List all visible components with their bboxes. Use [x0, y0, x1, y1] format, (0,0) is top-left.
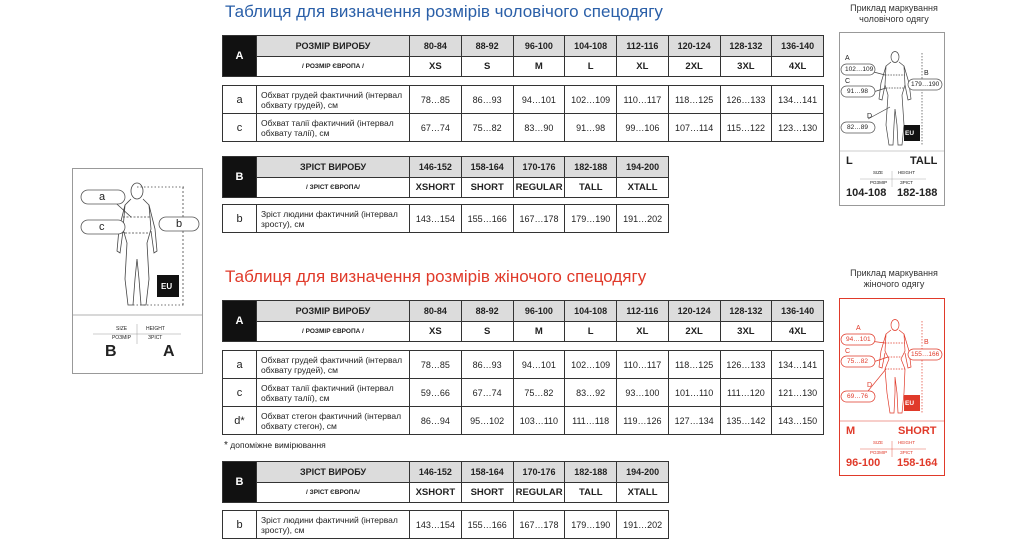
men-height-letter: B	[223, 157, 257, 198]
row-key: a	[223, 351, 257, 379]
cell: 155…166	[461, 511, 513, 539]
cell: 118…125	[668, 86, 720, 114]
women-height-letter: B	[223, 462, 257, 503]
women-label-d: D	[867, 382, 873, 389]
women-size-header: РОЗМІР ВИРОБУ	[257, 301, 410, 322]
women-height-small-ua: ЗРІСТ	[900, 450, 913, 455]
men-label-c-val: 91…98	[847, 88, 868, 95]
cell: 127…134	[668, 407, 720, 435]
men-height-small-ua: ЗРІСТ	[900, 180, 913, 185]
size-code: S	[461, 57, 513, 77]
table-row	[223, 114, 824, 142]
men-size-small-ua: РОЗМІР	[870, 180, 888, 185]
height-code: REGULAR	[513, 483, 565, 503]
cell: 95…102	[461, 407, 513, 435]
size-range: 96-100	[513, 301, 565, 322]
cell: 167…178	[513, 205, 565, 233]
size-range: 112-116	[617, 301, 669, 322]
height-code: XTALL	[617, 483, 669, 503]
women-height-small: HEIGHT	[898, 440, 916, 445]
men-label-a-val: 102…109	[845, 66, 874, 73]
table-row	[223, 379, 824, 407]
cell: 143…154	[410, 511, 462, 539]
cell: 102…109	[565, 86, 617, 114]
size-range: 112-116	[617, 36, 669, 57]
women-height-header: ЗРІСТ ВИРОБУ	[257, 462, 410, 483]
size-range: 136-140	[772, 36, 824, 57]
cell: 155…166	[461, 205, 513, 233]
size-letter: B	[105, 343, 117, 360]
height-code: XTALL	[617, 178, 669, 198]
height-small-label-ua: ЗРІСТ	[148, 335, 163, 341]
size-code: 3XL	[720, 57, 772, 77]
women-eu-badge: EU	[905, 400, 915, 407]
size-code: 4XL	[772, 57, 824, 77]
size-range: 104-108	[565, 301, 617, 322]
cell: 143…154	[410, 205, 462, 233]
cell: 75…82	[513, 379, 565, 407]
men-height-subheader: / ЗРІСТ ЄВРОПА/	[257, 178, 410, 198]
men-size-subheader: / РОЗМІР ЄВРОПА /	[257, 57, 410, 77]
table-row	[223, 86, 824, 114]
cell: 191…202	[617, 205, 669, 233]
men-height-header: ЗРІСТ ВИРОБУ	[257, 157, 410, 178]
cell: 67…74	[461, 379, 513, 407]
height-range: 146-152	[410, 462, 462, 483]
cell: 118…125	[668, 351, 720, 379]
women-size-code: M	[846, 425, 856, 437]
height-range: 158-164	[461, 157, 513, 178]
cell: 115…122	[720, 114, 772, 142]
cell: 110…117	[617, 86, 669, 114]
height-code: SHORT	[461, 178, 513, 198]
height-code: TALL	[565, 178, 617, 198]
women-label-c: C	[845, 348, 851, 355]
women-label-a-val: 94…101	[846, 336, 871, 343]
table-row	[223, 407, 824, 435]
women-label-b-val: 155…166	[911, 351, 940, 358]
height-code: XSHORT	[410, 178, 462, 198]
cell: 107…114	[668, 114, 720, 142]
size-small-label: SIZE	[116, 326, 128, 332]
women-example-caption: Приклад маркування жіночого одягу	[850, 268, 938, 289]
label-a: a	[99, 191, 106, 203]
women-height-code: SHORT	[898, 425, 937, 437]
women-label-d-val: 69…76	[847, 393, 868, 400]
table-row	[223, 511, 669, 539]
size-small-label-ua: РОЗМІР	[112, 335, 132, 341]
cell: 126…133	[720, 351, 772, 379]
size-code: L	[565, 57, 617, 77]
row-key: c	[223, 114, 257, 142]
size-range: 120-124	[668, 36, 720, 57]
men-size-value: 104-108	[846, 187, 887, 199]
men-measure-table	[222, 85, 824, 142]
men-label-a: A	[845, 55, 850, 62]
men-size-small: SIZE	[873, 170, 884, 175]
size-code: S	[461, 322, 513, 342]
men-height-code: TALL	[910, 155, 938, 167]
row-key: a	[223, 86, 257, 114]
cell: 101…110	[668, 379, 720, 407]
women-size-table	[222, 300, 824, 342]
height-range: 158-164	[461, 462, 513, 483]
cell: 91…98	[565, 114, 617, 142]
cell: 143…150	[772, 407, 824, 435]
row-label: Зріст людини фактичний (інтервал зросту), см	[257, 511, 410, 539]
cell: 110…117	[617, 351, 669, 379]
men-size-letter: A	[223, 36, 257, 77]
size-range: 80-84	[410, 301, 462, 322]
size-code: 2XL	[668, 57, 720, 77]
height-code: XSHORT	[410, 483, 462, 503]
men-height-table	[222, 156, 669, 198]
women-measure-table	[222, 350, 824, 435]
women-height-subheader: / ЗРІСТ ЄВРОПА/	[257, 483, 410, 503]
size-range: 88-92	[461, 36, 513, 57]
row-key: d*	[223, 407, 257, 435]
men-height-value: 182-188	[897, 187, 938, 199]
size-range: 104-108	[565, 36, 617, 57]
row-label: Обхват стегон фактичний (інтервал обхвату стегон), см	[257, 407, 410, 435]
height-small-label: HEIGHT	[146, 326, 165, 332]
size-code: 4XL	[772, 322, 824, 342]
men-size-table	[222, 35, 824, 77]
men-label-c: C	[845, 78, 851, 85]
cell: 167…178	[513, 511, 565, 539]
women-size-value: 96-100	[846, 457, 881, 469]
size-code: XL	[617, 57, 669, 77]
cell: 135…142	[720, 407, 772, 435]
size-code: L	[565, 322, 617, 342]
women-size-subheader: / РОЗМІР ЄВРОПА /	[257, 322, 410, 342]
size-range: 128-132	[720, 36, 772, 57]
women-size-small-ua: РОЗМІР	[870, 450, 888, 455]
cell: 134…141	[772, 351, 824, 379]
height-range: 170-176	[513, 157, 565, 178]
women-label-card	[839, 298, 945, 476]
eu-badge: EU	[161, 282, 173, 291]
men-label-b-val: 179…190	[911, 81, 940, 88]
cell: 75…82	[461, 114, 513, 142]
cell: 191…202	[617, 511, 669, 539]
cell: 102…109	[565, 351, 617, 379]
height-code: REGULAR	[513, 178, 565, 198]
label-c: c	[99, 221, 105, 233]
body-figure-icon	[73, 169, 202, 373]
size-code: 2XL	[668, 322, 720, 342]
cell: 111…118	[565, 407, 617, 435]
row-label: Обхват талії фактичний (інтервал обхвату талії), см	[257, 114, 410, 142]
cell: 121…130	[772, 379, 824, 407]
women-footnote	[224, 440, 326, 451]
height-range: 194-200	[617, 462, 669, 483]
cell: 86…93	[461, 86, 513, 114]
size-code: M	[513, 57, 565, 77]
table-row	[223, 351, 824, 379]
cell: 99…106	[617, 114, 669, 142]
women-label-b: B	[924, 339, 929, 346]
cell: 111…120	[720, 379, 772, 407]
men-size-header: РОЗМІР ВИРОБУ	[257, 36, 410, 57]
size-code: XS	[410, 322, 462, 342]
cell: 78…85	[410, 86, 462, 114]
row-label: Обхват грудей фактичний (інтервал обхвату грудей), см	[257, 86, 410, 114]
row-key: c	[223, 379, 257, 407]
size-range: 96-100	[513, 36, 565, 57]
cell: 86…94	[410, 407, 462, 435]
men-label-d: D	[867, 113, 873, 120]
row-label: Обхват талії фактичний (інтервал обхвату талії), см	[257, 379, 410, 407]
label-b: b	[176, 218, 183, 230]
height-range: 182-188	[565, 462, 617, 483]
height-range: 170-176	[513, 462, 565, 483]
cell: 179…190	[565, 205, 617, 233]
size-range: 88-92	[461, 301, 513, 322]
measurement-guide-card	[72, 168, 203, 374]
cell: 78…85	[410, 351, 462, 379]
height-range: 146-152	[410, 157, 462, 178]
cell: 83…92	[565, 379, 617, 407]
men-size-code: L	[846, 155, 853, 167]
men-eu-badge: EU	[905, 130, 915, 137]
men-example-caption: Приклад маркування чоловічого одягу	[850, 3, 938, 24]
cell: 103…110	[513, 407, 565, 435]
men-title: Таблиця для визначення розмірів чоловічого спецодягу	[225, 2, 663, 21]
women-height-table	[222, 461, 669, 503]
size-code: M	[513, 322, 565, 342]
size-code: XS	[410, 57, 462, 77]
cell: 134…141	[772, 86, 824, 114]
women-title: Таблиця для визначення розмірів жіночого спецодягу	[225, 267, 647, 286]
row-key: b	[223, 205, 257, 233]
size-code: XL	[617, 322, 669, 342]
women-size-letter: A	[223, 301, 257, 342]
men-figure-icon	[840, 33, 944, 205]
height-range: 194-200	[617, 157, 669, 178]
footnote-mark: *	[224, 440, 228, 451]
size-code: 3XL	[720, 322, 772, 342]
women-size-small: SIZE	[873, 440, 884, 445]
size-range: 120-124	[668, 301, 720, 322]
cell: 126…133	[720, 86, 772, 114]
men-label-card	[839, 32, 945, 206]
men-label-b: B	[924, 70, 929, 77]
table-row	[223, 205, 669, 233]
cell: 94…101	[513, 351, 565, 379]
cell: 119…126	[617, 407, 669, 435]
footnote-text: допоміжне вимірювання	[230, 440, 326, 450]
women-height-values	[222, 510, 669, 539]
cell: 83…90	[513, 114, 565, 142]
women-height-value: 158-164	[897, 457, 938, 469]
size-range: 128-132	[720, 301, 772, 322]
women-label-c-val: 75…82	[847, 358, 868, 365]
men-label-d-val: 82…89	[847, 124, 868, 131]
men-height-values	[222, 204, 669, 233]
row-key: b	[223, 511, 257, 539]
women-label-a: A	[856, 325, 861, 332]
height-range: 182-188	[565, 157, 617, 178]
cell: 67…74	[410, 114, 462, 142]
height-letter: A	[163, 343, 175, 360]
size-range: 80-84	[410, 36, 462, 57]
size-range: 136-140	[772, 301, 824, 322]
cell: 86…93	[461, 351, 513, 379]
cell: 123…130	[772, 114, 824, 142]
row-label: Зріст людини фактичний (інтервал зросту), см	[257, 205, 410, 233]
cell: 93…100	[617, 379, 669, 407]
height-code: SHORT	[461, 483, 513, 503]
cell: 94…101	[513, 86, 565, 114]
men-height-small: HEIGHT	[898, 170, 916, 175]
cell: 59…66	[410, 379, 462, 407]
cell: 179…190	[565, 511, 617, 539]
height-code: TALL	[565, 483, 617, 503]
row-label: Обхват грудей фактичний (інтервал обхвату грудей), см	[257, 351, 410, 379]
